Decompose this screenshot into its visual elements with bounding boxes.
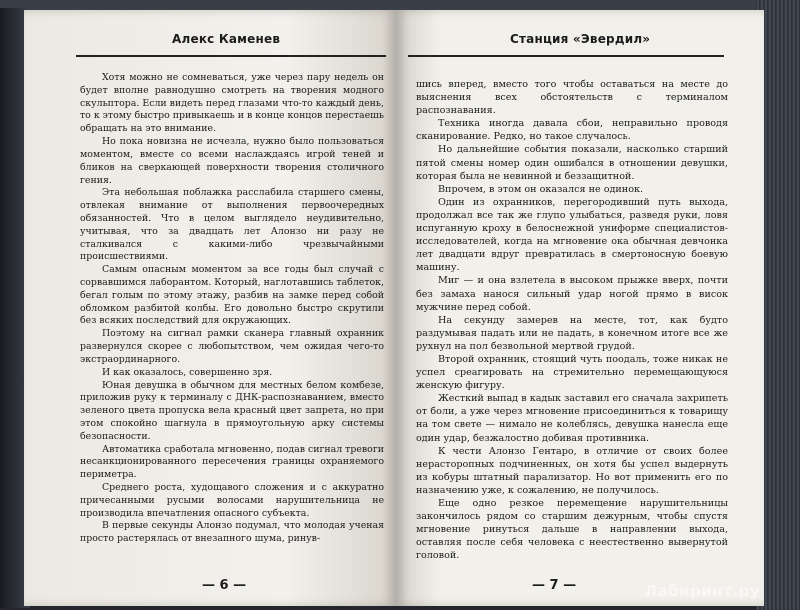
- right-page-body: [416, 78, 728, 562]
- running-header-title: Станция «Эвердил»: [510, 32, 651, 46]
- paragraph: Среднего роста, худощавого сложения и с аккуратно причесанными русыми волосами нарушительница не производила впечатления опасного субъекта.: [80, 482, 384, 519]
- paragraph: К чести Алонзо Гентаро, в отличие от своих более нерасторопных подчиненных, он хотя бы успел выдернуть из кобуры штатный парализатор. Но вот применить его по назначению уже, к сожалению, не получилось.: [416, 445, 728, 496]
- paragraph: Один из охранников, перегородивший путь выхода, продолжал все так же глупо улыбаться, разведя руки, ловя испуганную кроху в белоснежной униформе специалистов-исследователей, когда на мгновение ока обычная девчонка лет двадцати вдруг превратилась в смертоносную боевую машину.: [416, 196, 728, 274]
- paragraph: И как оказалось, совершенно зря.: [102, 366, 273, 378]
- paragraph: В первые секунды Алонзо подумал, что молодая ученая просто растерялась от внезапного шума, ринув-: [80, 520, 384, 545]
- running-header-author: Алекс Каменев: [172, 32, 281, 46]
- paragraph: Миг — и она взлетела в высоком прыжке вверх, почти без замаха нанося сильный удар ногой прямо в висок мужчине перед собой.: [416, 275, 728, 313]
- paragraph: Но дальнейшие события показали, насколько старший пятой смены номер один ошибался в отношении девушки, которая была не невинной и беззащитной.: [416, 144, 728, 182]
- paragraph: шись вперед, вместо того чтобы оставаться на месте до выяснения всех обстоятельств с терминалом распознавания.: [416, 79, 728, 117]
- paragraph: Автоматика сработала мгновенно, подав сигнал тревоги несанкционированного пересечения границы охраняемого периметра.: [80, 443, 384, 481]
- paragraph: Поэтому на сигнал рамки сканера главный охранник развернулся скорее с любопытством, чем ожидая чего-то экстраординарного.: [80, 328, 384, 365]
- header-rule: [408, 55, 724, 57]
- left-page: [24, 10, 396, 606]
- paragraph: Юная девушка в обычном для местных белом комбезе, приложив руку к терминалу с ДНК-распознаванием, вместо зеленого цвета пропуска вела красный цвет запрета, но при этом спокойно шагнула в прямоугольную арку системы безопасности.: [80, 379, 384, 442]
- paragraph: Второй охранник, стоящий чуть поодаль, тоже никак не успел среагировать на стремительно перемещающуюся женскую фигуру.: [416, 353, 728, 392]
- page-number: — 7 —: [532, 578, 577, 593]
- paragraph: Хотя можно не сомневаться, уже через пару недель он будет вполне равнодушно смотреть на творения модного скульптора. Если видеть перед глазами что-то каждый день, то к этому быстро привыкаешь и в конце концов перестаешь обращать на это внимание.: [80, 72, 384, 135]
- paragraph: Техника иногда давала сбои, неправильно проводя сканирование. Редко, но такое случалось.: [416, 118, 728, 143]
- paragraph: Эта небольшая поблажка расслабила старшего смены, отвлекая внимание от выполнения первоочередных обязанностей. Что в целом выглядело неудивительно, учитывая, что за двадцать лет Алонзо ни разу не сталкивался с какими-либо чрезвычайными происшествиями.: [80, 187, 384, 263]
- paragraph: На секунду замерев на месте, тот, как будто раздумывая падать или не падать, в конечном итоге все же рухнул на пол безвольной мертвой грудой.: [416, 314, 728, 352]
- paragraph: Жесткий выпад в кадык заставил его сначала захрипеть от боли, а уже через мгновение присоединиться к товарищу на том свете — нимало не колеблясь, девушка нанесла еще один удар, безжалостно добивая противника.: [416, 393, 728, 444]
- watermark: Лабиринт.ру: [644, 582, 760, 600]
- header-rule: [76, 55, 386, 57]
- right-page: [396, 10, 764, 606]
- paragraph: Еще одно резкое перемещение нарушительницы закончилось рядом со старшим дежурным, чтобы спустя мгновение ринуться дальше в направлении выхода, оставляя после себя человека с неестественно вывернутой головой.: [416, 498, 728, 562]
- paragraph: Самым опасным моментом за все годы был случай с сорвавшимся лаборантом. Который, наглотавшись таблеток, бегал голым по этому этажу, разбив на замке перед собой обломком разбитой колбы. Его довольно быстро скрутили без всяких последствий для окружающих.: [80, 264, 384, 327]
- paragraph: Но пока новизна не исчезла, нужно было пользоваться моментом, вместе со всеми наслаждаясь игрой теней и бликов на сверкающей поверхности творения столичного гения.: [80, 136, 384, 186]
- paragraph: Впрочем, в этом он оказался не одинок.: [438, 183, 644, 195]
- page-number: — 6 —: [202, 578, 247, 593]
- left-page-body: [80, 72, 384, 546]
